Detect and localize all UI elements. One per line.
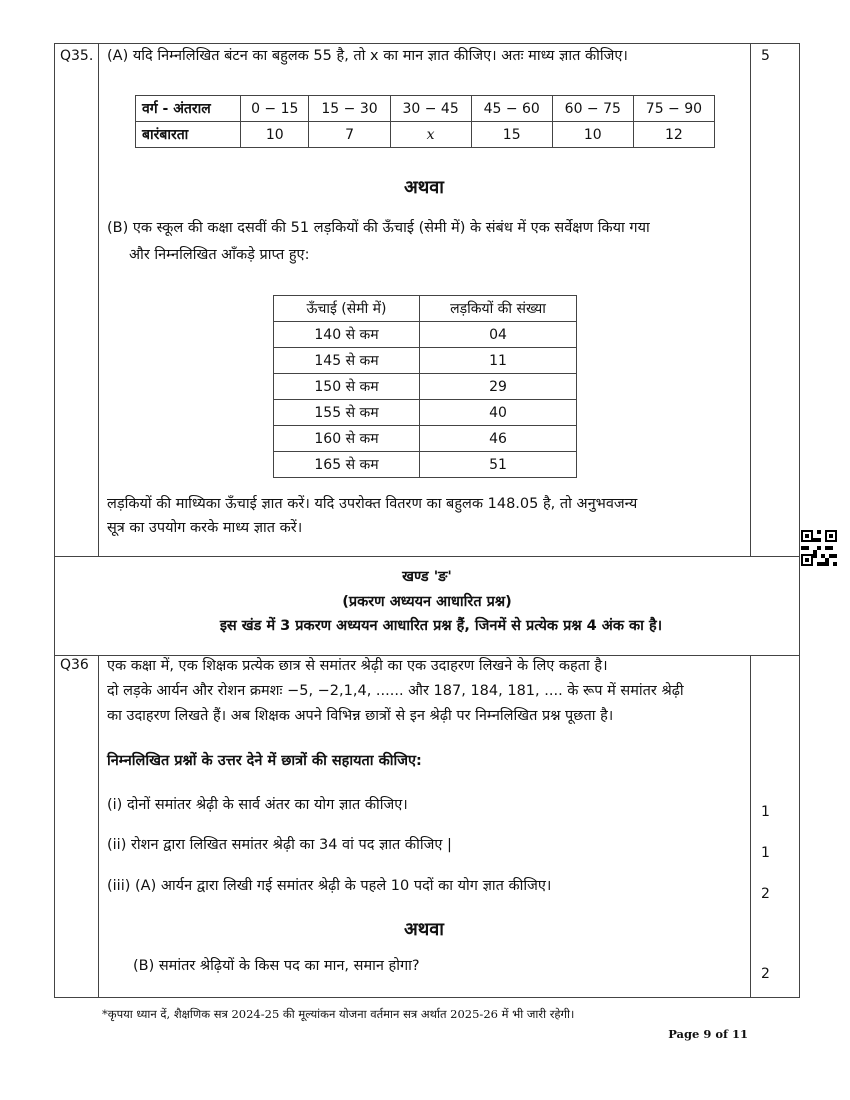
table-cell: 45 − 60: [471, 96, 552, 122]
table-cell: 10: [241, 122, 309, 148]
q36-line3: का उदाहरण लिखते हैं। अब शिक्षक अपने विभिन्न छात्रों से इन श्रेढ़ी पर निम्नलिखित प्रश्न पूछता है।: [107, 708, 614, 724]
q35-part-b-after-line2: सूत्र का उपयोग करके माध्य ज्ञात करें।: [107, 520, 303, 536]
height-table: [273, 295, 577, 478]
table-cell: 51: [420, 452, 577, 478]
section-divider-top: [55, 556, 799, 557]
table-cell: 145 से कम: [274, 348, 420, 374]
table-cell: 40: [420, 400, 577, 426]
section-title: खण्ड 'ङ': [402, 569, 452, 585]
table-cell: 155 से कम: [274, 400, 420, 426]
marks-divider: [750, 44, 751, 556]
column-divider: [98, 44, 99, 556]
question-number: Q35.: [60, 48, 94, 64]
table-cell: 15: [471, 122, 552, 148]
q36-part-iii-a: (iii) (A) आर्यन द्वारा लिखी गई समांतर श्रेढ़ी के पहले 10 पदों का योग ज्ञात कीजिए।: [107, 878, 552, 894]
footer-note: *कृपया ध्यान दें, शैक्षणिक सत्र 2024-25 की मूल्यांकन योजना वर्तमान सत्र अर्थात 2025-26 में भी जारी रहेगी।: [102, 1007, 575, 1021]
table-cell: x: [390, 122, 471, 148]
question-frame: [54, 43, 800, 998]
table-cell: 140 से कम: [274, 322, 420, 348]
q35-part-a: (A) यदि निम्नलिखित बंटन का बहुलक 55 है, तो x का मान ज्ञात कीजिए। अतः माध्य ज्ञात कीजिए।: [107, 48, 628, 64]
question-number: Q36: [60, 657, 89, 673]
table-cell: 160 से कम: [274, 426, 420, 452]
q36-part-iii-b: (B) समांतर श्रेढ़ियों के किस पद का मान, समान होगा?: [133, 958, 420, 974]
table-cell: 75 − 90: [633, 96, 714, 122]
q36-part-i: (i) दोनों समांतर श्रेढ़ी के सार्व अंतर का योग ज्ञात कीजिए।: [107, 797, 408, 813]
q35-part-b-after-line1: लड़कियों की माध्यिका ऊँचाई ज्ञात करें। यदि उपरोक्त वितरण का बहुलक 148.05 है, तो अनुभवजन्य: [107, 496, 638, 512]
table-row: [274, 374, 577, 400]
table-cell: 0 − 15: [241, 96, 309, 122]
table-row: [274, 452, 577, 478]
page-number: Page 9 of 11: [668, 1027, 748, 1041]
table-cell: 11: [420, 348, 577, 374]
table-cell: 46: [420, 426, 577, 452]
question-marks: 5: [761, 48, 770, 64]
q36-help-text: निम्नलिखित प्रश्नों के उत्तर देने में छात्रों की सहायता कीजिए:: [107, 753, 422, 769]
q35-part-b-line2: और निम्नलिखित आँकड़े प्राप्त हुए:: [129, 247, 310, 263]
qr-code-icon: [801, 530, 837, 566]
frequency-table: [135, 95, 715, 148]
or-label: अथवा: [404, 919, 444, 940]
marks-divider: [750, 655, 751, 998]
table-cell: 60 − 75: [552, 96, 633, 122]
or-label: अथवा: [404, 177, 444, 198]
table-row: [274, 426, 577, 452]
q36-line2: दो लड़के आर्यन और रोशन क्रमशः −5, −2,1,4, ...... और 187, 184, 181, .... के रूप में समांतर श्रेढ़ी: [107, 683, 684, 699]
table-cell: 7: [309, 122, 390, 148]
table-row-label: वर्ग - अंतराल: [136, 96, 241, 122]
table-cell: 30 − 45: [390, 96, 471, 122]
table-cell: 04: [420, 322, 577, 348]
marks-part-i: 1: [761, 804, 770, 820]
table-cell: 150 से कम: [274, 374, 420, 400]
table-row-label: बारंबारता: [136, 122, 241, 148]
marks-part-iii-b: 2: [761, 966, 770, 982]
table-cell: 10: [552, 122, 633, 148]
table-cell: 15 − 30: [309, 96, 390, 122]
table-header: लड़कियों की संख्या: [420, 296, 577, 322]
table-row: [274, 322, 577, 348]
section-note: इस खंड में 3 प्रकरण अध्ययन आधारित प्रश्न हैं, जिनमें से प्रत्येक प्रश्न 4 अंक का है।: [219, 618, 663, 634]
table-row: [274, 400, 577, 426]
table-cell: 165 से कम: [274, 452, 420, 478]
q36-line1: एक कक्षा में, एक शिक्षक प्रत्येक छात्र से समांतर श्रेढ़ी का एक उदाहरण लिखने के लिए कहता है।: [107, 658, 608, 674]
marks-part-ii: 1: [761, 845, 770, 861]
table-header: ऊँचाई (सेमी में): [274, 296, 420, 322]
column-divider: [98, 655, 99, 998]
table-row: [274, 348, 577, 374]
table-cell: 12: [633, 122, 714, 148]
q35-part-b-line1: (B) एक स्कूल की कक्षा दसवीं की 51 लड़कियों की ऊँचाई (सेमी में) के संबंध में एक सर्वेक्षण किया गया: [107, 220, 650, 236]
table-cell: 29: [420, 374, 577, 400]
section-subtitle: (प्रकरण अध्ययन आधारित प्रश्न): [342, 594, 512, 610]
marks-part-iii-a: 2: [761, 886, 770, 902]
q36-part-ii: (ii) रोशन द्वारा लिखित समांतर श्रेढ़ी का 34 वां पद ज्ञात कीजिए |: [107, 837, 452, 853]
